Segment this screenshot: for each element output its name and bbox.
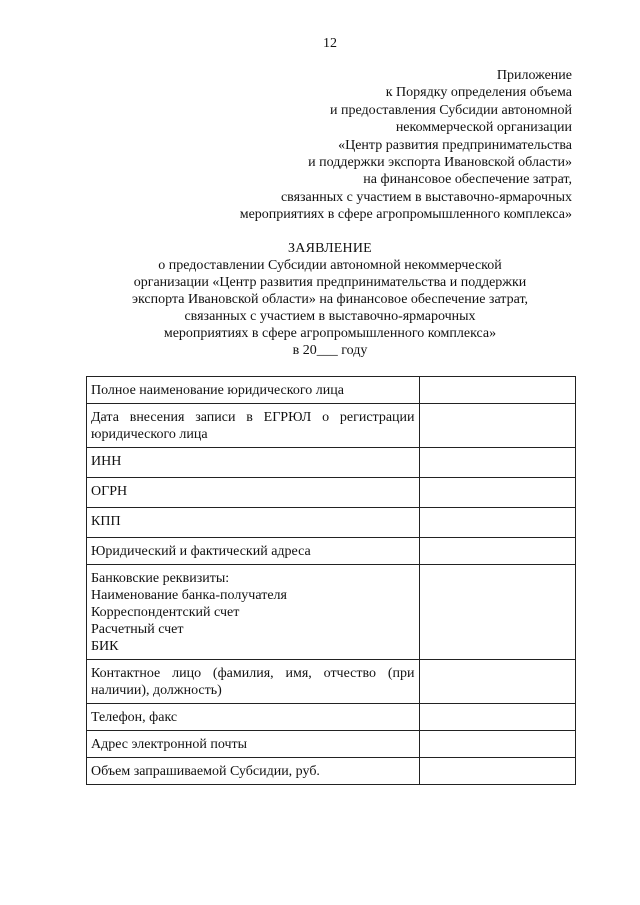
application-form-table <box>86 376 576 785</box>
appendix-line: некоммерческой организации <box>395 120 572 136</box>
appendix-line: «Центр развития предпринимательства <box>338 137 572 153</box>
document-title: ЗАЯВЛЕНИЕ <box>288 241 372 256</box>
bank-details-line: Корреспондентский счет <box>91 605 240 620</box>
appendix-line: к Порядку определения объема <box>385 85 572 101</box>
row-label-full-name: Полное наименование юридического лица <box>87 377 420 404</box>
row-label-kpp: КПП <box>87 508 420 538</box>
statement-subtitle-line: организации «Центр развития предпринимательства и поддержки <box>133 275 527 290</box>
bank-details-line: Наименование банка-получателя <box>91 588 287 603</box>
statement-subtitle-line: о предоставлении Субсидии автономной некоммерческой <box>158 258 502 273</box>
appendix-header <box>152 67 572 224</box>
table-row <box>87 538 576 565</box>
bank-details-line: БИК <box>91 639 119 654</box>
input-cell-contact-person[interactable] <box>419 660 575 704</box>
appendix-line: и поддержки экспорта Ивановской области» <box>308 155 572 171</box>
table-row <box>87 508 576 538</box>
input-cell-phone-fax[interactable] <box>419 704 575 731</box>
input-cell-full-name[interactable] <box>419 377 575 404</box>
row-label-egrul-date: Дата внесения записи в ЕГРЮЛ о регистрации юридического лица <box>87 404 420 448</box>
statement-subtitle-line: связанных с участием в выставочно-ярмарочных <box>184 309 476 324</box>
table-row <box>87 660 576 704</box>
input-cell-bank-details[interactable] <box>419 565 575 660</box>
row-label-phone-fax: Телефон, факс <box>87 704 420 731</box>
row-label-bank-details <box>87 565 420 660</box>
table-row <box>87 478 576 508</box>
row-label-subsidy-amount: Объем запрашиваемой Субсидии, руб. <box>87 758 420 785</box>
appendix-line: Приложение <box>496 68 572 83</box>
input-cell-addresses[interactable] <box>419 538 575 565</box>
statement-subtitle-line: мероприятиях в сфере агропромышленного комплекса» <box>163 326 497 341</box>
table-row <box>87 704 576 731</box>
page-number: 12 <box>323 36 337 51</box>
input-cell-subsidy-amount[interactable] <box>419 758 575 785</box>
input-cell-inn[interactable] <box>419 448 575 478</box>
bank-details-line: Банковские реквизиты: <box>91 571 230 586</box>
input-cell-ogrn[interactable] <box>419 478 575 508</box>
table-row <box>87 565 576 660</box>
statement-subtitle-line: экспорта Ивановской области» на финансовое обеспечение затрат, <box>131 292 529 307</box>
table-row <box>87 404 576 448</box>
row-label-email: Адрес электронной почты <box>87 731 420 758</box>
table-row <box>87 448 576 478</box>
row-label-addresses: Юридический и фактический адреса <box>87 538 420 565</box>
statement-title-block <box>90 240 570 359</box>
appendix-line: связанных с участием в выставочно-ярмарочных <box>280 189 572 205</box>
appendix-line: на финансовое обеспечение затрат, <box>363 172 572 188</box>
table-row <box>87 758 576 785</box>
appendix-line: мероприятиях в сфере агропромышленного комплекса» <box>239 207 572 223</box>
appendix-line: и предоставления Субсидии автономной <box>330 102 572 118</box>
input-cell-egrul-date[interactable] <box>419 404 575 448</box>
input-cell-email[interactable] <box>419 731 575 758</box>
table-row <box>87 377 576 404</box>
row-label-ogrn: ОГРН <box>87 478 420 508</box>
table-row <box>87 731 576 758</box>
row-label-contact-person: Контактное лицо (фамилия, имя, отчество (при наличии), должность) <box>87 660 420 704</box>
input-cell-kpp[interactable] <box>419 508 575 538</box>
statement-year-line: в 20___ году <box>292 343 368 358</box>
bank-details-line: Расчетный счет <box>91 622 184 637</box>
row-label-inn: ИНН <box>87 448 420 478</box>
